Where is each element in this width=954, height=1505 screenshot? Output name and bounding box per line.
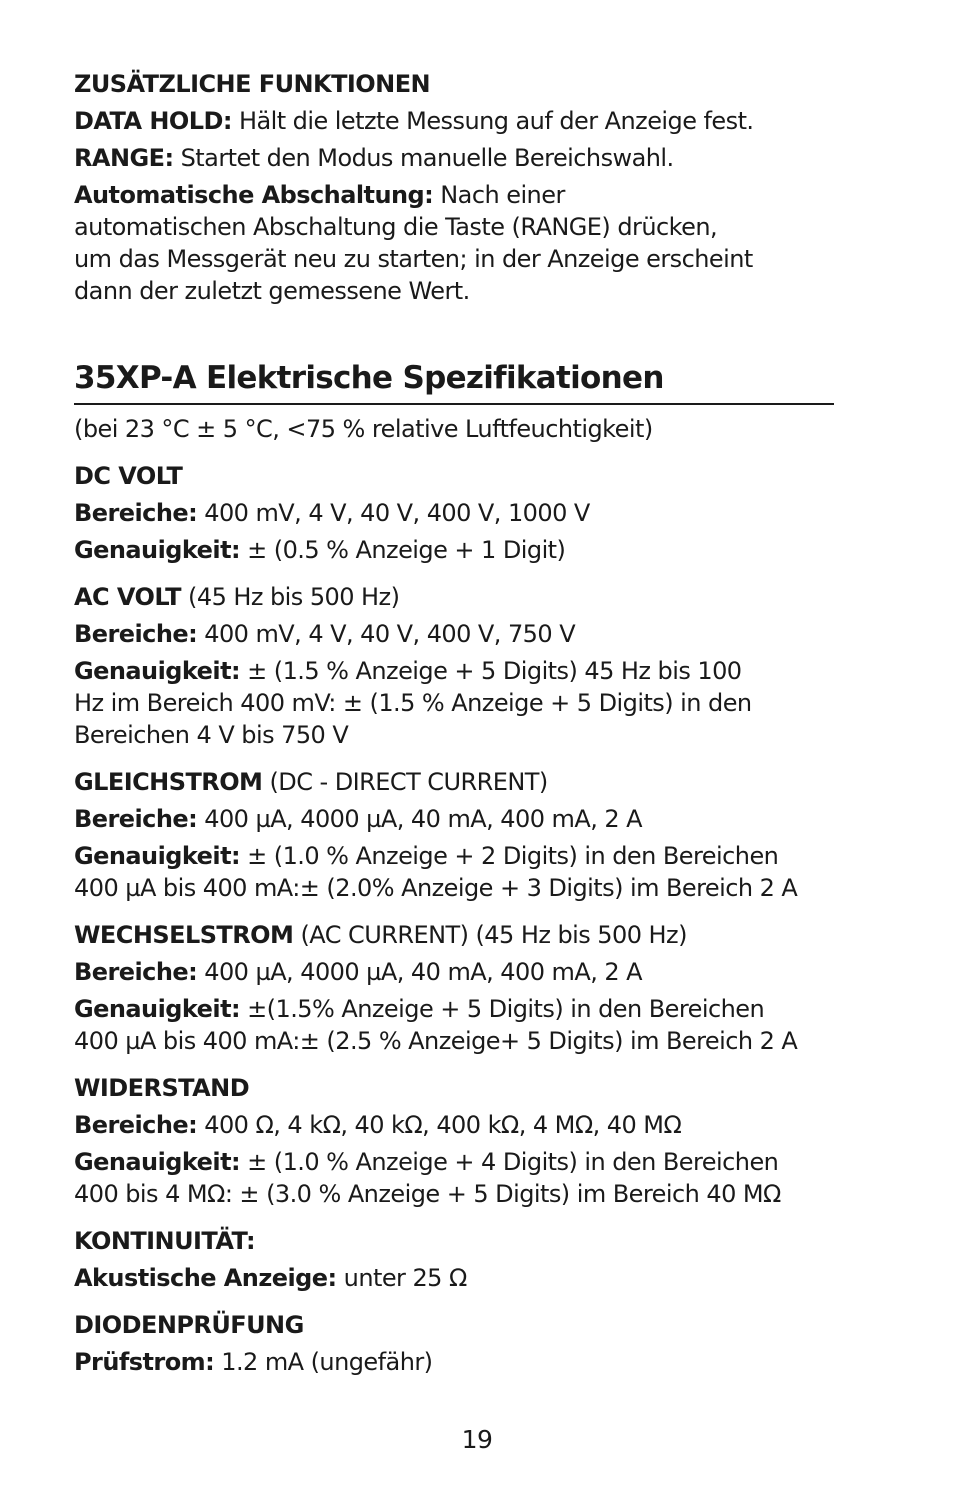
ac-volt-heading-note: (45 Hz bis 500 Hz) xyxy=(180,583,400,611)
diode-line xyxy=(74,1346,844,1378)
auto-off-text-1: Nach einer xyxy=(433,181,565,209)
accuracy-label: Genauigkeit: xyxy=(74,1148,241,1176)
dc-current-accuracy-line-1 xyxy=(74,840,844,872)
ac-current-accuracy-line-1 xyxy=(74,993,844,1025)
data-hold-text: Hält die letzte Messung auf der Anzeige fest. xyxy=(231,107,754,135)
auto-off-line-4: dann der zuletzt gemessene Wert. xyxy=(74,277,470,305)
range-text: Startet den Modus manuelle Bereichswahl. xyxy=(173,144,674,172)
accuracy-label: Genauigkeit: xyxy=(74,995,241,1023)
auto-off-label: Automatische Abschaltung: xyxy=(74,181,434,209)
continuity-line xyxy=(74,1262,844,1294)
dc-volt-heading: DC VOLT xyxy=(74,462,183,490)
dc-volt-accuracy-value: ± (0.5 % Anzeige + 1 Digit) xyxy=(240,536,566,564)
ac-current-heading-note: (AC CURRENT) (45 Hz bis 500 Hz) xyxy=(293,921,687,949)
ac-volt-heading-line xyxy=(74,581,844,613)
ac-current-accuracy-value-1: ±(1.5% Anzeige + 5 Digits) in den Bereichen xyxy=(240,995,765,1023)
dc-current-ranges-value: 400 µA, 4000 µA, 40 mA, 400 mA, 2 A xyxy=(197,805,643,833)
ranges-label: Bereiche: xyxy=(74,958,198,986)
accuracy-label: Genauigkeit: xyxy=(74,536,241,564)
auto-off-paragraph xyxy=(74,179,844,307)
resistance-heading: WIDERSTAND xyxy=(74,1074,250,1102)
continuity-heading: KONTINUITÄT: xyxy=(74,1227,256,1255)
ac-current-accuracy-line-2: 400 µA bis 400 mA:± (2.5 % Anzeige+ 5 Digits) im Bereich 2 A xyxy=(74,1027,798,1055)
dc-current-accuracy-value-1: ± (1.0 % Anzeige + 2 Digits) in den Bereichen xyxy=(240,842,779,870)
ac-current-heading: WECHSELSTROM xyxy=(74,921,294,949)
ac-current-ranges xyxy=(74,956,844,988)
ac-current-heading-line xyxy=(74,919,844,951)
dc-current-heading-note: (DC - DIRECT CURRENT) xyxy=(262,768,548,796)
resistance-accuracy-value-1: ± (1.0 % Anzeige + 4 Digits) in den Bereichen xyxy=(240,1148,779,1176)
spec-conditions: (bei 23 °C ± 5 °C, <75 % relative Luftfeuchtigkeit) xyxy=(74,415,653,443)
resistance-ranges xyxy=(74,1109,844,1141)
ac-volt-accuracy-line-2: Hz im Bereich 400 mV: ± (1.5 % Anzeige + 5 Digits) in den xyxy=(74,689,752,717)
dc-volt-accuracy xyxy=(74,534,844,566)
manual-page xyxy=(74,68,844,1378)
section-title: 35XP-A Elektrische Spezifikationen xyxy=(74,359,834,405)
ranges-label: Bereiche: xyxy=(74,1111,198,1139)
accuracy-label: Genauigkeit: xyxy=(74,657,241,685)
dc-current-accuracy xyxy=(74,840,844,904)
dc-volt-ranges xyxy=(74,497,844,529)
data-hold-paragraph xyxy=(74,105,844,137)
page-number: 19 xyxy=(461,1425,493,1454)
ac-volt-accuracy xyxy=(74,655,844,751)
dc-volt-ranges-value: 400 mV, 4 V, 40 V, 400 V, 1000 V xyxy=(197,499,590,527)
ranges-label: Bereiche: xyxy=(74,499,198,527)
ranges-label: Bereiche: xyxy=(74,805,198,833)
ac-current-ranges-value: 400 µA, 4000 µA, 40 mA, 400 mA, 2 A xyxy=(197,958,643,986)
ranges-label: Bereiche: xyxy=(74,620,198,648)
resistance-ranges-value: 400 Ω, 4 kΩ, 40 kΩ, 400 kΩ, 4 MΩ, 40 MΩ xyxy=(197,1111,682,1139)
dc-current-heading: GLEICHSTROM xyxy=(74,768,263,796)
resistance-accuracy-line-2: 400 bis 4 MΩ: ± (3.0 % Anzeige + 5 Digits) im Bereich 40 MΩ xyxy=(74,1180,781,1208)
ac-volt-accuracy-value-1: ± (1.5 % Anzeige + 5 Digits) 45 Hz bis 100 xyxy=(240,657,742,685)
ac-volt-ranges-value: 400 mV, 4 V, 40 V, 400 V, 750 V xyxy=(197,620,576,648)
auto-off-line-3: um das Messgerät neu zu starten; in der Anzeige erscheint xyxy=(74,245,753,273)
dc-current-accuracy-line-2: 400 µA bis 400 mA:± (2.0% Anzeige + 3 Digits) im Bereich 2 A xyxy=(74,874,798,902)
ac-volt-ranges xyxy=(74,618,844,650)
range-paragraph xyxy=(74,142,844,174)
ac-volt-accuracy-line-1 xyxy=(74,655,844,687)
ac-volt-accuracy-line-3: Bereichen 4 V bis 750 V xyxy=(74,721,349,749)
ac-volt-heading: AC VOLT xyxy=(74,583,181,611)
extra-functions-heading: ZUSÄTZLICHE FUNKTIONEN xyxy=(74,70,431,98)
continuity-label: Akustische Anzeige: xyxy=(74,1264,337,1292)
auto-off-line-2: automatischen Abschaltung die Taste (RANGE) drücken, xyxy=(74,213,718,241)
diode-heading: DIODENPRÜFUNG xyxy=(74,1311,304,1339)
auto-off-line-1 xyxy=(74,179,844,211)
diode-value: 1.2 mA (ungefähr) xyxy=(214,1348,433,1376)
accuracy-label: Genauigkeit: xyxy=(74,842,241,870)
dc-current-heading-line xyxy=(74,766,844,798)
dc-current-ranges xyxy=(74,803,844,835)
diode-label: Prüfstrom: xyxy=(74,1348,215,1376)
range-label: RANGE: xyxy=(74,144,174,172)
resistance-accuracy xyxy=(74,1146,844,1210)
resistance-accuracy-line-1 xyxy=(74,1146,844,1178)
ac-current-accuracy xyxy=(74,993,844,1057)
continuity-value: unter 25 Ω xyxy=(336,1264,467,1292)
data-hold-label: DATA HOLD: xyxy=(74,107,232,135)
